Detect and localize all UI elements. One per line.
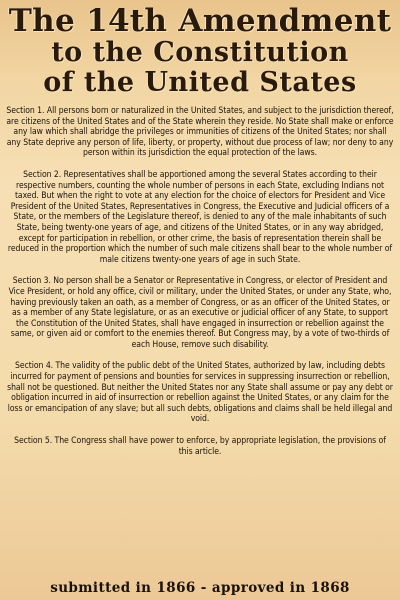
submission-footer: submitted in 1866 - approved in 1868 xyxy=(50,580,350,596)
section-2-text: Section 2. Representatives shall be apportioned among the several States according to their respective numbers, counting the whole number of persons in each State, excluding Indians not taxed. But when the right to vote at any election for the choice of electors for President and Vice President of the United States, Representatives in Congress, the Executive and Judicial officers of a State, or the members of the Legislature thereof, is denied to any of the male inhabitants of such State, being twenty-one years of age, and citizens of the United States, or in any way abridged, except for participation in rebellion, or other crime, the basis of representation therein shall be reduced in the proportion which the number of such male citizens shall bear to the whole number of male citizens twenty-one years of age in such State. xyxy=(7,169,393,265)
subtitle-line-2: of the United States xyxy=(43,67,357,98)
section-3-text: Section 3. No person shall be a Senator or Representative in Congress, or elector of President and Vice President, or hold any office, civil or military, under the United States, or under any State, who, having previously taken an oath, as a member of Congress, or as an officer of the United States, or as a member of any State legislature, or as an executive or judicial officer of any State, to support the Constitution of the United States, shall have engaged in insurrection or rebellion against the same, or given aid or comfort to the enemies thereof. But Congress may, by a vote of two-thirds of each House, remove such disability. xyxy=(8,276,392,350)
section-1-text: Section 1. All persons born or naturalized in the United States, and subject to the jurisdiction thereof, are citizens of the United States and of the State wherein they reside. No State shall make or enforce any law which shall abridge the privileges or immunities of citizens of the United States; nor shall any State deprive any person of life, liberty, or property, without due process of law; nor deny to any person within its jurisdiction the equal protection of the laws. xyxy=(6,106,394,159)
section-5-text: Section 5. The Congress shall have power to enforce, by appropriate legislation, the provisions of this article. xyxy=(14,436,386,457)
page-title: The 14th Amendment xyxy=(8,3,392,39)
section-4-text: Section 4. The validity of the public debt of the United States, authorized by law, including debts incurred for payment of pensions and bounties for services in suppressing insurrection or rebellion, shall not be questioned. But neither the United States nor any State shall assume or pay any debt or obligation incurred in aid of insurrection or rebellion against the United States, or any claim for the loss or emancipation of any slave; but all such debts, obligations and claims shall be held illegal and void. xyxy=(7,361,393,425)
subtitle-line-1: to the Constitution xyxy=(51,37,349,68)
amendment-sections xyxy=(0,98,400,457)
poster-header xyxy=(0,0,400,98)
